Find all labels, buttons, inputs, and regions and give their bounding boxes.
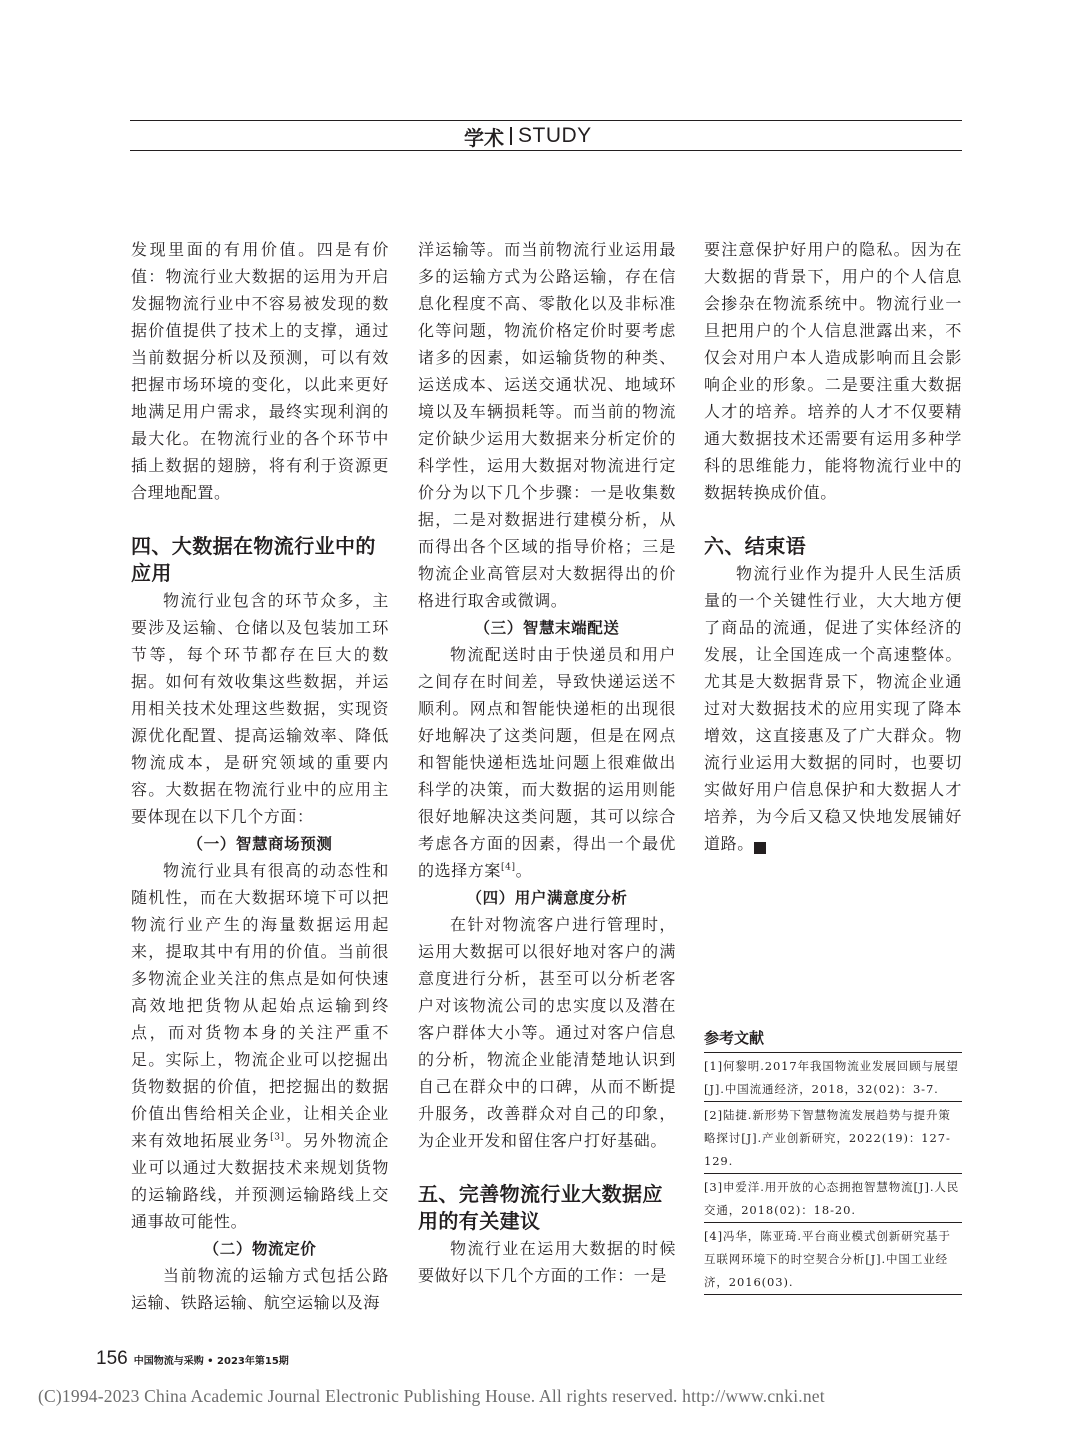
journal-issue: 中国物流与采购 • 2023年第15期 — [133, 1356, 289, 1367]
references-title: 参考文献 — [704, 1029, 765, 1047]
spacer — [704, 506, 962, 533]
col1-paragraph-2: 物流行业包含的环节众多，主要涉及运输、仓储以及包装加工环节等，每个环节都存在巨大的数据。如何有效收集这些数据，并运用相关技术处理这些数据，实现资源优化配置、提高运输效率、降低物流成本，是研究领域的重要内容。大数据在物流行业中的应用主要体现在以下几个方面： — [131, 591, 389, 826]
col2-paragraph-2 — [418, 641, 676, 884]
spacer — [131, 506, 389, 533]
col2-paragraph-3: 在针对物流客户进行管理时，运用大数据可以很好地对客户的满意度进行分析，甚至可以分析老客户对该物流公司的忠实度以及潜在客户群体大小等。通过对客户信息的分析，物流企业能清楚地认识到自己在群众中的口碑，从而不断提升服务，改善群众对自己的印象，为企业开发和留住客户打好基础。 — [418, 915, 676, 1150]
col3-paragraph-2-text: 物流行业作为提升人民生活质量的一个关键性行业，大大地方便了商品的流通，促进了实体经济的发展，让全国连成一个高速整体。尤其是大数据背景下，物流企业通过对大数据技术的应用实现了降本增效，这直接惠及了广大群众。物流行业运用大数据的同时，也要切实做好用户信息保护和大数据人才培养，为今后又稳又快地发展铺好道路。 — [704, 564, 962, 853]
reference-item: [3]申爱洋.用开放的心态拥抱智慧物流[J].人民交通，2018(02)：18-20. — [704, 1173, 962, 1222]
header-section-en: STUDY — [518, 124, 592, 147]
heading-subsection-4: （四）用户满意度分析 — [466, 888, 628, 907]
header-section-cn: 学术 — [464, 125, 504, 150]
header-divider — [510, 127, 512, 145]
col1-paragraph-3 — [131, 857, 389, 1235]
copyright-notice: (C)1994-2023 China Academic Journal Electronic Publishing House. All rights reserved. http://www.cnki.net — [38, 1386, 825, 1406]
reference-item: [2]陆捷.新形势下智慧物流发展趋势与提升策略探讨[J].产业创新研究，2022(19)：127-129. — [704, 1101, 962, 1173]
col2-paragraph-2-text: 物流配送时由于快递员和用户之间存在时间差，导致快递运送不顺利。网点和智能快递柜的出现很好地解决了这类问题，但是在网点和智能快递柜选址问题上很难做出科学的决策，而大数据的运用则能很好地解决这类问题，其可以综合考虑各方面的因素，得出一个最优的选择方案 — [418, 645, 676, 880]
heading-section-5: 五、完善物流行业大数据应用的有关建议 — [418, 1182, 663, 1233]
heading-subsection-3: （三）智慧末端配送 — [474, 618, 620, 637]
page-number: 156 — [96, 1348, 128, 1369]
references-section — [704, 1026, 962, 1295]
page-footer — [96, 1348, 289, 1370]
heading-subsection-1: （一）智慧商场预测 — [187, 834, 333, 853]
reference-item: [4]冯华，陈亚琦.平台商业模式创新研究基于互联网环境下的时空契合分析[J].中国工业经济，2016(03). — [704, 1222, 962, 1295]
col1-paragraph-4: 当前物流的运输方式包括公路运输、铁路运输、航空运输以及海 — [131, 1266, 389, 1312]
col3-paragraph-1: 要注意保护好用户的隐私。因为在大数据的背景下，用户的个人信息会掺杂在物流系统中。物流行业一旦把用户的个人信息泄露出来，不仅会对用户本人造成影响而且会影响企业的形象。二是要注重大数据人才的培养。培养的人才不仅要精通大数据技术还需要有运用多种学科的思维能力，能将物流行业中的数据转换成价值。 — [704, 240, 962, 502]
header-rule-bottom — [130, 150, 962, 151]
spacer — [418, 1154, 676, 1181]
col1-paragraph-3-text: 物流行业具有很高的动态性和随机性，而在大数据环境下可以把物流行业产生的海量数据运用起来，提取其中有用的价值。当前很多物流企业关注的焦点是如何快速高效地把货物从起始点运输到终点，而对货物本身的关注严重不足。实际上，物流企业可以挖掘出货物数据的价值，把挖掘出的数据价值出售给相关企业，让相关企业来有效地拓展业务 — [131, 861, 389, 1150]
col1-paragraph-3-tail: 。另外物流企业可以通过大数据技术来规划货物的运输路线，并预测运输路线上交通事故可能性。 — [131, 1131, 389, 1231]
section-header — [464, 124, 592, 148]
col2-paragraph-4: 物流行业在运用大数据的时候要做好以下几个方面的工作：一是 — [418, 1239, 676, 1285]
column-left — [131, 236, 389, 1316]
column-middle — [418, 236, 676, 1289]
col2-paragraph-1: 洋运输等。而当前物流行业运用最多的运输方式为公路运输，存在信息化程度不高、零散化以及非标准化等问题，物流价格定价时要考虑诸多的因素，如运输货物的种类、运送成本、运送交通状况、地域环境以及车辆损耗等。而当前的物流定价缺少运用大数据来分析定价的科学性，运用大数据对物流进行定价分为以下几个步骤：一是收集数据，二是对数据进行建模分析，从而得出各个区域的指导价格；三是物流企业高管层对大数据得出的价格进行取舍或微调。 — [418, 240, 676, 610]
header-rule-top — [130, 120, 962, 121]
heading-subsection-2: （二）物流定价 — [203, 1239, 317, 1258]
heading-section-6: 六、结束语 — [704, 534, 806, 558]
col3-paragraph-2 — [704, 560, 962, 857]
citation-3: [3] — [270, 1132, 285, 1143]
col2-paragraph-2-tail: 。 — [515, 861, 533, 880]
citation-4: [4] — [501, 862, 516, 873]
reference-item: [1]何黎明.2017年我国物流业发展回顾与展望[J].中国流通经济，2018，32(02)：3-7. — [704, 1052, 962, 1101]
heading-section-4: 四、大数据在物流行业中的应用 — [131, 534, 376, 585]
article-end-mark-icon: SL — [754, 842, 766, 854]
column-right — [704, 236, 962, 857]
col1-paragraph-1: 发现里面的有用价值。四是有价值：物流行业大数据的运用为开启发掘物流行业中不容易被发现的数据价值提供了技术上的支撑，通过当前数据分析以及预测，可以有效把握市场环境的变化，以此来更好地满足用户需求，最终实现利润的最大化。在物流行业的各个环节中插上数据的翅膀，将有利于资源更合理地配置。 — [131, 240, 389, 502]
